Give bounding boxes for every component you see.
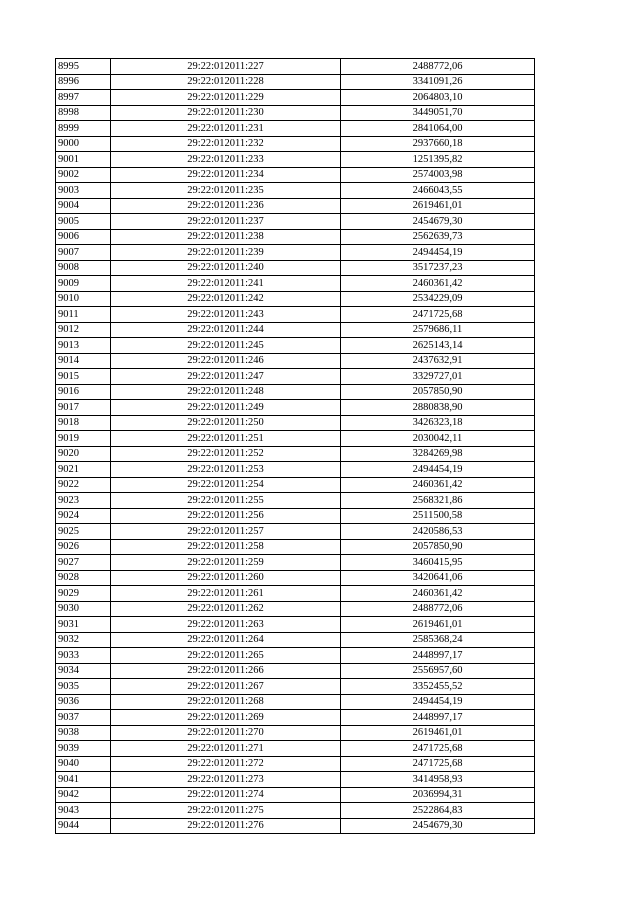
table-row <box>56 570 535 586</box>
cadastral-number-cell: 29:22:012011:237 <box>111 214 341 230</box>
row-number-cell: 9015 <box>56 369 111 385</box>
row-number-cell: 9026 <box>56 539 111 555</box>
cadastral-number-cell: 29:22:012011:230 <box>111 105 341 121</box>
table-row <box>56 90 535 106</box>
row-number-cell: 9017 <box>56 400 111 416</box>
cadastral-value-cell: 3517237,23 <box>341 260 535 276</box>
table-row <box>56 787 535 803</box>
cadastral-value-cell: 2619461,01 <box>341 617 535 633</box>
cadastral-value-cell: 2494454,19 <box>341 694 535 710</box>
cadastral-number-cell: 29:22:012011:229 <box>111 90 341 106</box>
cadastral-value-cell: 3329727,01 <box>341 369 535 385</box>
row-number-cell: 9000 <box>56 136 111 152</box>
cadastral-number-cell: 29:22:012011:231 <box>111 121 341 137</box>
cadastral-value-cell: 2579686,11 <box>341 322 535 338</box>
row-number-cell: 9043 <box>56 803 111 819</box>
cadastral-value-cell: 2585368,24 <box>341 632 535 648</box>
table-row <box>56 586 535 602</box>
row-number-cell: 9035 <box>56 679 111 695</box>
cadastral-number-cell: 29:22:012011:228 <box>111 74 341 90</box>
table-row <box>56 152 535 168</box>
row-number-cell: 9040 <box>56 756 111 772</box>
table-row <box>56 198 535 214</box>
cadastral-number-cell: 29:22:012011:274 <box>111 787 341 803</box>
cadastral-number-cell: 29:22:012011:239 <box>111 245 341 261</box>
cadastral-number-cell: 29:22:012011:244 <box>111 322 341 338</box>
cadastral-value-cell: 3420641,06 <box>341 570 535 586</box>
table-row <box>56 555 535 571</box>
cadastral-number-cell: 29:22:012011:242 <box>111 291 341 307</box>
cadastral-number-cell: 29:22:012011:233 <box>111 152 341 168</box>
cadastral-number-cell: 29:22:012011:267 <box>111 679 341 695</box>
row-number-cell: 9019 <box>56 431 111 447</box>
cadastral-number-cell: 29:22:012011:234 <box>111 167 341 183</box>
table-row <box>56 632 535 648</box>
table-row <box>56 446 535 462</box>
row-number-cell: 9021 <box>56 462 111 478</box>
cadastral-value-cell: 2057850,90 <box>341 384 535 400</box>
cadastral-number-cell: 29:22:012011:232 <box>111 136 341 152</box>
cadastral-number-cell: 29:22:012011:275 <box>111 803 341 819</box>
cadastral-number-cell: 29:22:012011:269 <box>111 710 341 726</box>
table-row <box>56 663 535 679</box>
row-number-cell: 9004 <box>56 198 111 214</box>
cadastral-value-cell: 3341091,26 <box>341 74 535 90</box>
cadastral-value-cell: 3449051,70 <box>341 105 535 121</box>
row-number-cell: 9009 <box>56 276 111 292</box>
cadastral-value-cell: 1251395,82 <box>341 152 535 168</box>
table-row <box>56 415 535 431</box>
cadastral-number-cell: 29:22:012011:260 <box>111 570 341 586</box>
table-row <box>56 59 535 75</box>
cadastral-value-cell: 2437632,91 <box>341 353 535 369</box>
row-number-cell: 8996 <box>56 74 111 90</box>
table-row <box>56 803 535 819</box>
cadastral-number-cell: 29:22:012011:251 <box>111 431 341 447</box>
cadastral-value-cell: 2619461,01 <box>341 198 535 214</box>
row-number-cell: 9016 <box>56 384 111 400</box>
cadastral-number-cell: 29:22:012011:246 <box>111 353 341 369</box>
cadastral-number-cell: 29:22:012011:270 <box>111 725 341 741</box>
table-row <box>56 756 535 772</box>
table-row <box>56 260 535 276</box>
cadastral-number-cell: 29:22:012011:258 <box>111 539 341 555</box>
cadastral-value-cell: 2488772,06 <box>341 601 535 617</box>
row-number-cell: 9039 <box>56 741 111 757</box>
table-row <box>56 710 535 726</box>
row-number-cell: 9038 <box>56 725 111 741</box>
row-number-cell: 8999 <box>56 121 111 137</box>
cadastral-value-table <box>55 58 535 834</box>
cadastral-number-cell: 29:22:012011:266 <box>111 663 341 679</box>
cadastral-value-cell: 2937660,18 <box>341 136 535 152</box>
row-number-cell: 9011 <box>56 307 111 323</box>
table-row <box>56 431 535 447</box>
cadastral-value-cell: 2448997,17 <box>341 710 535 726</box>
cadastral-number-cell: 29:22:012011:255 <box>111 493 341 509</box>
row-number-cell: 9031 <box>56 617 111 633</box>
cadastral-number-cell: 29:22:012011:276 <box>111 818 341 834</box>
cadastral-number-cell: 29:22:012011:268 <box>111 694 341 710</box>
cadastral-value-cell: 2454679,30 <box>341 818 535 834</box>
cadastral-value-cell: 2030042,11 <box>341 431 535 447</box>
table-row <box>56 105 535 121</box>
row-number-cell: 9023 <box>56 493 111 509</box>
cadastral-value-cell: 3426323,18 <box>341 415 535 431</box>
cadastral-value-cell: 2454679,30 <box>341 214 535 230</box>
row-number-cell: 9013 <box>56 338 111 354</box>
cadastral-number-cell: 29:22:012011:250 <box>111 415 341 431</box>
cadastral-number-cell: 29:22:012011:272 <box>111 756 341 772</box>
cadastral-value-cell: 2064803,10 <box>341 90 535 106</box>
table-row <box>56 493 535 509</box>
cadastral-value-cell: 2420586,53 <box>341 524 535 540</box>
row-number-cell: 9033 <box>56 648 111 664</box>
table-row <box>56 322 535 338</box>
cadastral-value-cell: 2448997,17 <box>341 648 535 664</box>
row-number-cell: 9007 <box>56 245 111 261</box>
table-row <box>56 245 535 261</box>
row-number-cell: 9014 <box>56 353 111 369</box>
cadastral-value-cell: 2494454,19 <box>341 462 535 478</box>
cadastral-value-cell: 3352455,52 <box>341 679 535 695</box>
table-row <box>56 477 535 493</box>
cadastral-number-cell: 29:22:012011:262 <box>111 601 341 617</box>
row-number-cell: 9003 <box>56 183 111 199</box>
table-row <box>56 400 535 416</box>
table-row <box>56 353 535 369</box>
row-number-cell: 9002 <box>56 167 111 183</box>
row-number-cell: 9028 <box>56 570 111 586</box>
cadastral-number-cell: 29:22:012011:240 <box>111 260 341 276</box>
cadastral-value-cell: 2494454,19 <box>341 245 535 261</box>
cadastral-value-cell: 2460361,42 <box>341 477 535 493</box>
table-row <box>56 307 535 323</box>
table-row <box>56 648 535 664</box>
table-row <box>56 167 535 183</box>
row-number-cell: 9006 <box>56 229 111 245</box>
cadastral-number-cell: 29:22:012011:235 <box>111 183 341 199</box>
row-number-cell: 9030 <box>56 601 111 617</box>
cadastral-number-cell: 29:22:012011:243 <box>111 307 341 323</box>
table-row <box>56 539 535 555</box>
cadastral-value-cell: 2036994,31 <box>341 787 535 803</box>
cadastral-number-cell: 29:22:012011:227 <box>111 59 341 75</box>
cadastral-number-cell: 29:22:012011:248 <box>111 384 341 400</box>
table-row <box>56 741 535 757</box>
cadastral-number-cell: 29:22:012011:264 <box>111 632 341 648</box>
table-row <box>56 508 535 524</box>
cadastral-number-cell: 29:22:012011:249 <box>111 400 341 416</box>
row-number-cell: 9044 <box>56 818 111 834</box>
table-row <box>56 229 535 245</box>
cadastral-value-cell: 3414958,93 <box>341 772 535 788</box>
table-row <box>56 725 535 741</box>
cadastral-number-cell: 29:22:012011:253 <box>111 462 341 478</box>
row-number-cell: 9042 <box>56 787 111 803</box>
table-row <box>56 617 535 633</box>
table-row <box>56 772 535 788</box>
cadastral-value-cell: 2625143,14 <box>341 338 535 354</box>
cadastral-number-cell: 29:22:012011:263 <box>111 617 341 633</box>
cadastral-value-cell: 2460361,42 <box>341 586 535 602</box>
cadastral-number-cell: 29:22:012011:261 <box>111 586 341 602</box>
table-row <box>56 462 535 478</box>
table-row <box>56 214 535 230</box>
row-number-cell: 9010 <box>56 291 111 307</box>
cadastral-value-cell: 2522864,83 <box>341 803 535 819</box>
row-number-cell: 9037 <box>56 710 111 726</box>
table-row <box>56 183 535 199</box>
table-row <box>56 601 535 617</box>
cadastral-number-cell: 29:22:012011:252 <box>111 446 341 462</box>
row-number-cell: 9020 <box>56 446 111 462</box>
row-number-cell: 9034 <box>56 663 111 679</box>
row-number-cell: 9001 <box>56 152 111 168</box>
cadastral-value-cell: 2511500,58 <box>341 508 535 524</box>
cadastral-number-cell: 29:22:012011:238 <box>111 229 341 245</box>
table-row <box>56 276 535 292</box>
row-number-cell: 8995 <box>56 59 111 75</box>
cadastral-number-cell: 29:22:012011:256 <box>111 508 341 524</box>
table-row <box>56 818 535 834</box>
row-number-cell: 8998 <box>56 105 111 121</box>
cadastral-number-cell: 29:22:012011:257 <box>111 524 341 540</box>
cadastral-value-cell: 2057850,90 <box>341 539 535 555</box>
table-body <box>56 59 535 834</box>
table-row <box>56 524 535 540</box>
cadastral-value-cell: 2841064,00 <box>341 121 535 137</box>
table-row <box>56 291 535 307</box>
row-number-cell: 9012 <box>56 322 111 338</box>
cadastral-value-cell: 2880838,90 <box>341 400 535 416</box>
cadastral-value-cell: 2471725,68 <box>341 756 535 772</box>
row-number-cell: 9032 <box>56 632 111 648</box>
cadastral-number-cell: 29:22:012011:273 <box>111 772 341 788</box>
cadastral-value-cell: 2466043,55 <box>341 183 535 199</box>
row-number-cell: 9022 <box>56 477 111 493</box>
cadastral-value-cell: 2534229,09 <box>341 291 535 307</box>
row-number-cell: 9041 <box>56 772 111 788</box>
cadastral-value-cell: 2568321,86 <box>341 493 535 509</box>
cadastral-value-cell: 2556957,60 <box>341 663 535 679</box>
cadastral-value-cell: 2488772,06 <box>341 59 535 75</box>
table-row <box>56 74 535 90</box>
cadastral-number-cell: 29:22:012011:241 <box>111 276 341 292</box>
cadastral-number-cell: 29:22:012011:271 <box>111 741 341 757</box>
cadastral-value-cell: 3460415,95 <box>341 555 535 571</box>
row-number-cell: 9008 <box>56 260 111 276</box>
cadastral-value-cell: 2471725,68 <box>341 307 535 323</box>
row-number-cell: 9029 <box>56 586 111 602</box>
table-row <box>56 679 535 695</box>
cadastral-number-cell: 29:22:012011:265 <box>111 648 341 664</box>
row-number-cell: 9024 <box>56 508 111 524</box>
cadastral-number-cell: 29:22:012011:247 <box>111 369 341 385</box>
cadastral-value-cell: 2562639,73 <box>341 229 535 245</box>
cadastral-number-cell: 29:22:012011:236 <box>111 198 341 214</box>
table-row <box>56 694 535 710</box>
cadastral-value-cell: 2574003,98 <box>341 167 535 183</box>
table-row <box>56 369 535 385</box>
row-number-cell: 9005 <box>56 214 111 230</box>
cadastral-value-cell: 2460361,42 <box>341 276 535 292</box>
table-row <box>56 338 535 354</box>
row-number-cell: 9018 <box>56 415 111 431</box>
cadastral-number-cell: 29:22:012011:254 <box>111 477 341 493</box>
row-number-cell: 9036 <box>56 694 111 710</box>
table-row <box>56 121 535 137</box>
cadastral-number-cell: 29:22:012011:245 <box>111 338 341 354</box>
row-number-cell: 9025 <box>56 524 111 540</box>
cadastral-value-cell: 2471725,68 <box>341 741 535 757</box>
table-row <box>56 136 535 152</box>
row-number-cell: 8997 <box>56 90 111 106</box>
cadastral-value-cell: 3284269,98 <box>341 446 535 462</box>
cadastral-number-cell: 29:22:012011:259 <box>111 555 341 571</box>
row-number-cell: 9027 <box>56 555 111 571</box>
table-row <box>56 384 535 400</box>
cadastral-value-cell: 2619461,01 <box>341 725 535 741</box>
